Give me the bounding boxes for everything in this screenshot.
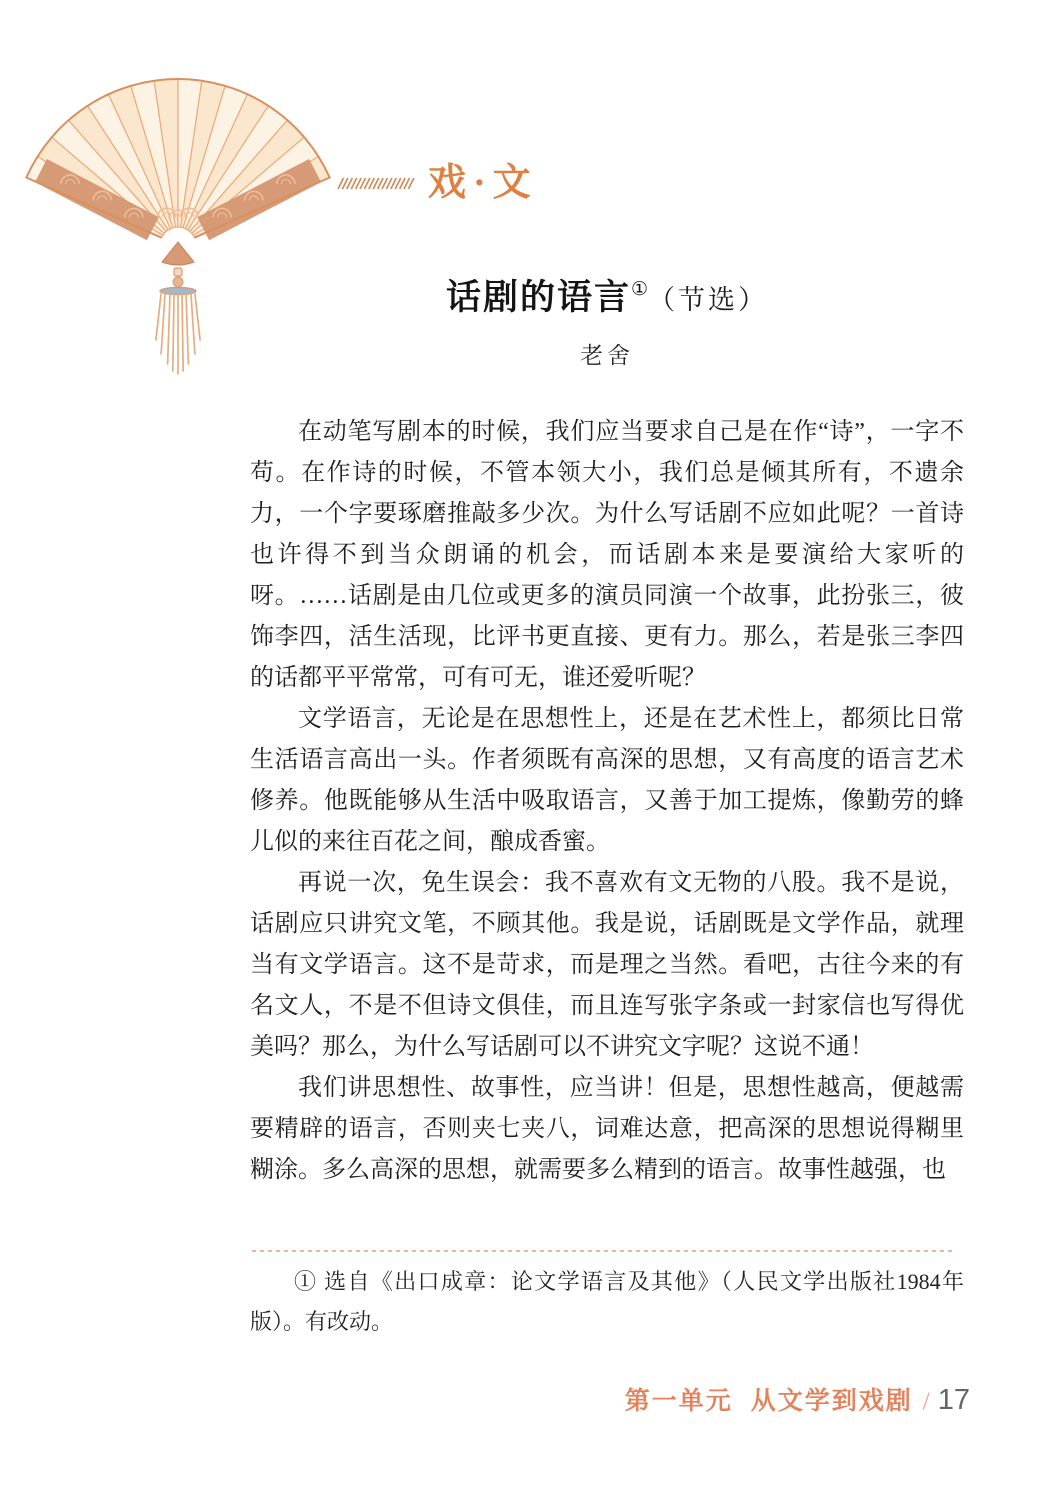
page-footer: [625, 1381, 970, 1417]
footnote-divider: [252, 1250, 956, 1252]
paragraph: 我们讲思想性、故事性，应当讲！但是，思想性越高，便越需要精辟的语言，否则夹七夹八，词难达意，把高深的思想说得糊里糊涂。多么高深的思想，就需要多么精到的语言。故事性越强，也: [250, 1075, 964, 1183]
author-name: 老舍: [580, 343, 634, 368]
article-body: [250, 412, 964, 1191]
section-label: 戏·文: [428, 162, 538, 204]
zigzag-icon: [336, 173, 416, 193]
footer-section-label: 从文学到戏剧: [750, 1388, 913, 1415]
page-number: 17: [937, 1384, 970, 1416]
footer-separator: /: [922, 1388, 930, 1415]
title-footnote-ref: ①: [630, 279, 649, 300]
section-tag: [336, 164, 538, 202]
paragraph: 再说一次，免生误会：我不喜欢有文无物的八股。我不是说，话剧应只讲究文笔，不顾其他。我是说，话剧既是文学作品，就理当有文学语言。这不是苛求，而是理之当然。看吧，古往今来的有名文人，不是不但诗文俱佳，而且连写张字条或一封家信也写得优美吗？那么，为什么写话剧可以不讲究文字呢？这说不通！: [250, 870, 964, 1060]
title-subtitle: （节选）: [648, 285, 769, 315]
article-title: [250, 270, 964, 320]
title-text: 话剧的语言: [445, 278, 631, 317]
paragraph: 在动笔写剧本的时候，我们应当要求自己是在作“诗”，一字不苟。在作诗的时候，不管本领大小，我们总是倾其所有，不遗余力，一个字要琢磨推敲多少次。为什么写话剧不应如此呢？一首诗也许得不到当众朗诵的机会，而话剧本来是要演给大家听的呀。……话剧是由几位或更多的演员同演一个故事，此扮张三，彼饰李四，活生活现，比评书更直接、更有力。那么，若是张三李四的话都平平常常，可有可无，谁还爱听呢？: [250, 419, 964, 691]
paragraph: 文学语言，无论是在思想性上，还是在艺术性上，都须比日常生活语言高出一头。作者须既有高深的思想，又有高度的语言艺术修养。他既能够从生活中吸取语言，又善于加工提炼，像勤劳的蜂儿似的来往百花之间，酿成香蜜。: [250, 706, 964, 855]
footnote-text: ① 选自《出口成章：论文学语言及其他》（人民文学出版社1984年版）。有改动。: [250, 1269, 964, 1334]
footer-unit-label: 第一单元: [624, 1388, 733, 1415]
